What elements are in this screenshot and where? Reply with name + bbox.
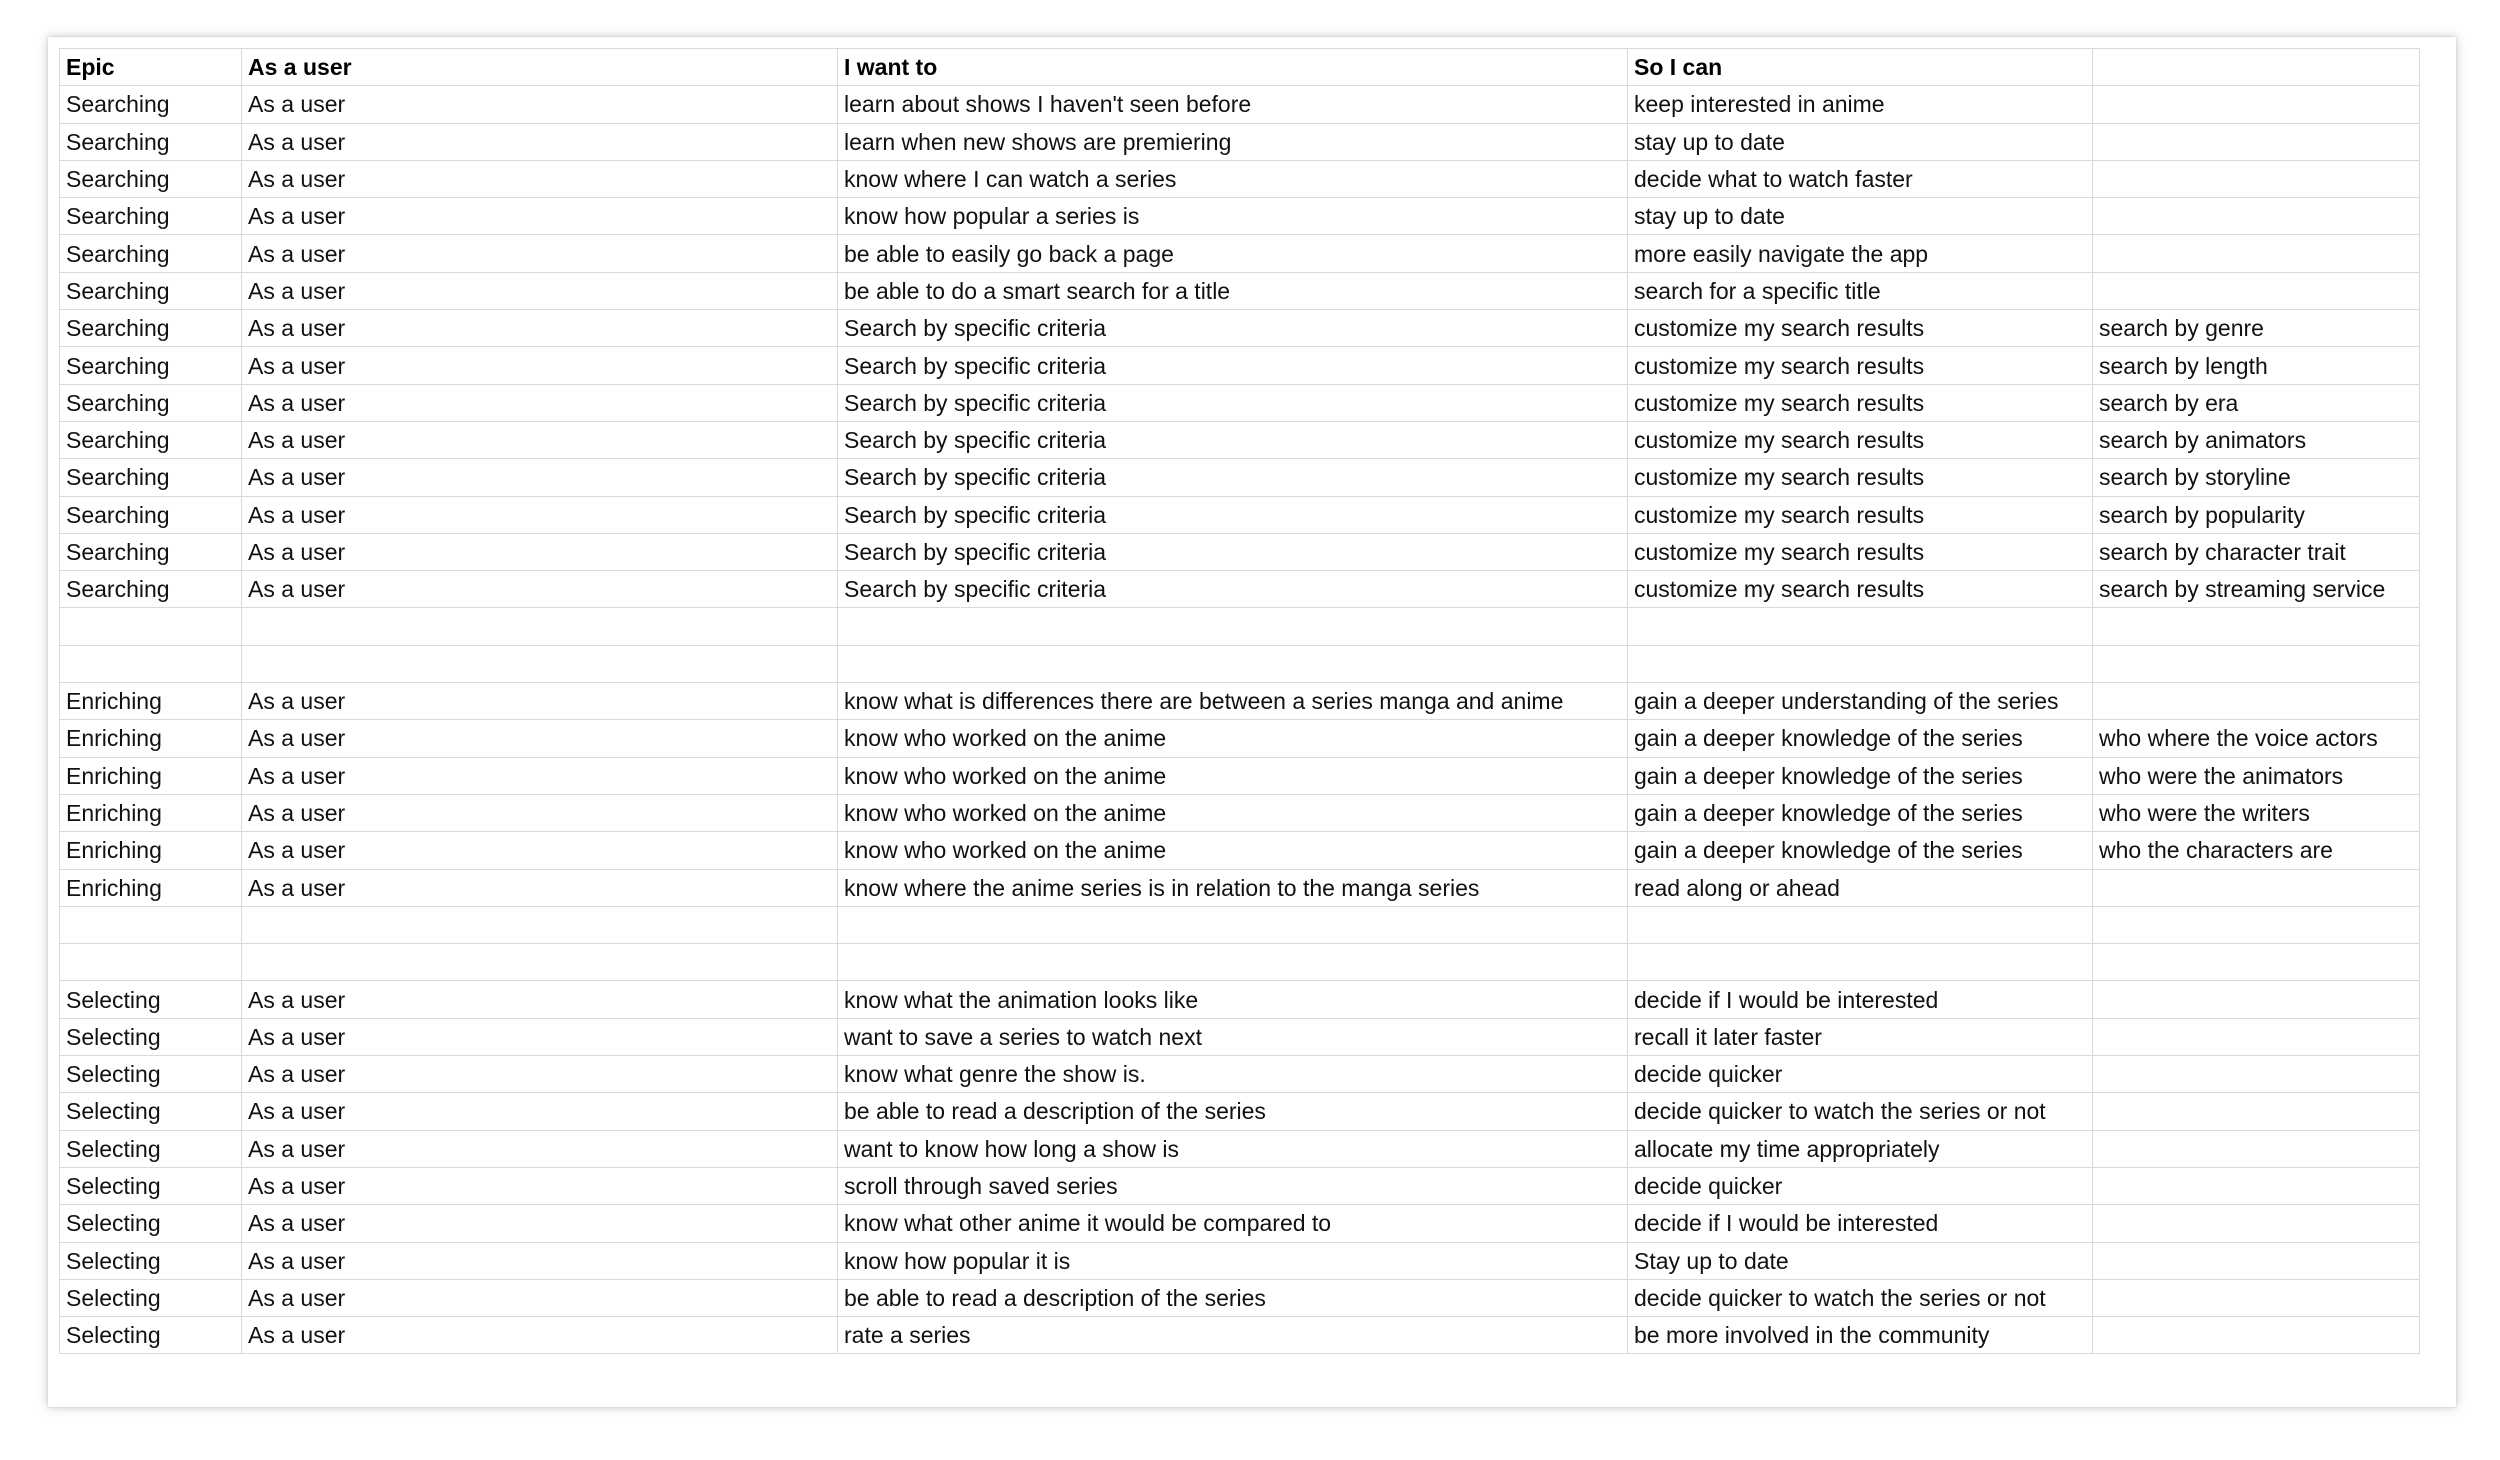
table-row — [60, 160, 2420, 197]
cell-so-i-can[interactable]: recall it later faster — [1628, 1018, 2093, 1055]
cell-epic[interactable]: Selecting — [60, 1317, 242, 1354]
cell-as-a-user[interactable]: As a user — [242, 123, 838, 160]
table-row — [60, 645, 2420, 682]
cell-so-i-can[interactable]: decide quicker — [1628, 1056, 2093, 1093]
table-row — [60, 86, 2420, 123]
header-so-i-can[interactable]: So I can — [1628, 49, 2093, 86]
cell-epic[interactable]: Searching — [60, 496, 242, 533]
cell-as-a-user[interactable]: As a user — [242, 347, 838, 384]
cell-as-a-user[interactable]: As a user — [242, 832, 838, 869]
cell-epic[interactable]: Enriching — [60, 757, 242, 794]
cell-detail[interactable]: who were the writers — [2093, 794, 2420, 831]
cell-i-want-to[interactable]: scroll through saved series — [838, 1167, 1628, 1204]
cell-as-a-user[interactable]: As a user — [242, 869, 838, 906]
table-row — [60, 794, 2420, 831]
cell-i-want-to[interactable]: want to save a series to watch next — [838, 1018, 1628, 1055]
header-extra[interactable] — [2093, 49, 2420, 86]
table-row — [60, 533, 2420, 570]
cell-epic[interactable]: Selecting — [60, 1056, 242, 1093]
cell-detail[interactable] — [2093, 198, 2420, 235]
cell-as-a-user[interactable] — [242, 944, 838, 981]
table-row — [60, 1093, 2420, 1130]
cell-as-a-user[interactable]: As a user — [242, 1130, 838, 1167]
cell-epic[interactable]: Searching — [60, 86, 242, 123]
table-row — [60, 1205, 2420, 1242]
cell-i-want-to[interactable]: Search by specific criteria — [838, 459, 1628, 496]
cell-as-a-user[interactable]: As a user — [242, 683, 838, 720]
cell-detail[interactable] — [2093, 981, 2420, 1018]
cell-so-i-can[interactable]: decide quicker to watch the series or not — [1628, 1279, 2093, 1316]
cell-so-i-can[interactable]: customize my search results — [1628, 384, 2093, 421]
cell-detail[interactable]: who were the animators — [2093, 757, 2420, 794]
cell-epic[interactable]: Enriching — [60, 683, 242, 720]
table-row — [60, 235, 2420, 272]
cell-epic[interactable]: Enriching — [60, 832, 242, 869]
cell-epic[interactable] — [60, 608, 242, 645]
cell-i-want-to[interactable] — [838, 944, 1628, 981]
cell-i-want-to[interactable]: be able to read a description of the series — [838, 1093, 1628, 1130]
cell-as-a-user[interactable]: As a user — [242, 1242, 838, 1279]
table-row — [60, 757, 2420, 794]
cell-detail[interactable] — [2093, 1242, 2420, 1279]
table-row — [60, 720, 2420, 757]
cell-so-i-can[interactable]: customize my search results — [1628, 421, 2093, 458]
cell-detail[interactable]: who the characters are — [2093, 832, 2420, 869]
cell-as-a-user[interactable] — [242, 608, 838, 645]
cell-epic[interactable]: Searching — [60, 421, 242, 458]
cell-as-a-user[interactable] — [242, 906, 838, 943]
cell-epic[interactable]: Searching — [60, 310, 242, 347]
cell-as-a-user[interactable]: As a user — [242, 757, 838, 794]
cell-as-a-user[interactable]: As a user — [242, 533, 838, 570]
cell-i-want-to[interactable]: know who worked on the anime — [838, 757, 1628, 794]
cell-detail[interactable] — [2093, 645, 2420, 682]
header-row — [60, 49, 2420, 86]
cell-as-a-user[interactable]: As a user — [242, 1317, 838, 1354]
cell-so-i-can[interactable]: customize my search results — [1628, 310, 2093, 347]
cell-so-i-can[interactable]: be more involved in the community — [1628, 1317, 2093, 1354]
cell-epic[interactable]: Enriching — [60, 720, 242, 757]
cell-so-i-can[interactable] — [1628, 944, 2093, 981]
cell-as-a-user[interactable] — [242, 645, 838, 682]
cell-i-want-to[interactable]: Search by specific criteria — [838, 310, 1628, 347]
cell-as-a-user[interactable]: As a user — [242, 1018, 838, 1055]
cell-so-i-can[interactable]: read along or ahead — [1628, 869, 2093, 906]
cell-epic[interactable]: Searching — [60, 160, 242, 197]
cell-i-want-to[interactable]: know where I can watch a series — [838, 160, 1628, 197]
spreadsheet — [48, 37, 2456, 1407]
table-row — [60, 496, 2420, 533]
cell-i-want-to[interactable]: be able to easily go back a page — [838, 235, 1628, 272]
cell-detail[interactable] — [2093, 235, 2420, 272]
table-row — [60, 1018, 2420, 1055]
cell-detail[interactable]: search by length — [2093, 347, 2420, 384]
cell-epic[interactable]: Enriching — [60, 869, 242, 906]
cell-detail[interactable] — [2093, 1056, 2420, 1093]
cell-as-a-user[interactable]: As a user — [242, 1167, 838, 1204]
cell-as-a-user[interactable]: As a user — [242, 160, 838, 197]
cell-so-i-can[interactable]: customize my search results — [1628, 459, 2093, 496]
cell-i-want-to[interactable] — [838, 608, 1628, 645]
cell-epic[interactable]: Enriching — [60, 794, 242, 831]
cell-detail[interactable] — [2093, 123, 2420, 160]
cell-i-want-to[interactable]: Search by specific criteria — [838, 533, 1628, 570]
cell-detail[interactable] — [2093, 1018, 2420, 1055]
table-row — [60, 1167, 2420, 1204]
cell-as-a-user[interactable]: As a user — [242, 421, 838, 458]
cell-i-want-to[interactable]: be able to do a smart search for a title — [838, 272, 1628, 309]
cell-epic[interactable]: Searching — [60, 198, 242, 235]
cell-as-a-user[interactable]: As a user — [242, 1279, 838, 1316]
cell-i-want-to[interactable]: Search by specific criteria — [838, 347, 1628, 384]
cell-as-a-user[interactable]: As a user — [242, 198, 838, 235]
table-body — [60, 86, 2420, 1354]
cell-detail[interactable] — [2093, 272, 2420, 309]
cell-detail[interactable] — [2093, 160, 2420, 197]
cell-detail[interactable] — [2093, 1205, 2420, 1242]
cell-so-i-can[interactable]: gain a deeper knowledge of the series — [1628, 794, 2093, 831]
cell-so-i-can[interactable]: decide if I would be interested — [1628, 1205, 2093, 1242]
cell-so-i-can[interactable]: search for a specific title — [1628, 272, 2093, 309]
table-row — [60, 384, 2420, 421]
cell-i-want-to[interactable]: know what other anime it would be compared to — [838, 1205, 1628, 1242]
cell-detail[interactable] — [2093, 608, 2420, 645]
cell-epic[interactable]: Selecting — [60, 1167, 242, 1204]
cell-epic[interactable]: Selecting — [60, 1130, 242, 1167]
cell-as-a-user[interactable]: As a user — [242, 1205, 838, 1242]
cell-i-want-to[interactable]: know what is differences there are between a series manga and anime — [838, 683, 1628, 720]
cell-detail[interactable]: search by streaming service — [2093, 571, 2420, 608]
table-row — [60, 1242, 2420, 1279]
table-row — [60, 123, 2420, 160]
cell-i-want-to[interactable]: know who worked on the anime — [838, 794, 1628, 831]
cell-so-i-can[interactable] — [1628, 645, 2093, 682]
cell-so-i-can[interactable]: more easily navigate the app — [1628, 235, 2093, 272]
cell-i-want-to[interactable]: want to know how long a show is — [838, 1130, 1628, 1167]
cell-epic[interactable]: Selecting — [60, 1205, 242, 1242]
cell-so-i-can[interactable]: decide quicker to watch the series or not — [1628, 1093, 2093, 1130]
header-i-want-to[interactable]: I want to — [838, 49, 1628, 86]
table-row — [60, 459, 2420, 496]
cell-as-a-user[interactable]: As a user — [242, 571, 838, 608]
cell-detail[interactable] — [2093, 1130, 2420, 1167]
cell-epic[interactable]: Searching — [60, 384, 242, 421]
table-row — [60, 1056, 2420, 1093]
cell-epic[interactable]: Searching — [60, 123, 242, 160]
user-stories-table — [59, 48, 2420, 1354]
cell-i-want-to[interactable]: know who worked on the anime — [838, 832, 1628, 869]
cell-detail[interactable] — [2093, 1317, 2420, 1354]
cell-as-a-user[interactable]: As a user — [242, 272, 838, 309]
cell-detail[interactable] — [2093, 1279, 2420, 1316]
cell-epic[interactable]: Searching — [60, 347, 242, 384]
cell-i-want-to[interactable] — [838, 645, 1628, 682]
cell-detail[interactable]: search by genre — [2093, 310, 2420, 347]
cell-detail[interactable] — [2093, 944, 2420, 981]
cell-epic[interactable] — [60, 906, 242, 943]
cell-as-a-user[interactable]: As a user — [242, 794, 838, 831]
cell-detail[interactable] — [2093, 683, 2420, 720]
cell-epic[interactable]: Searching — [60, 533, 242, 570]
cell-detail[interactable]: search by storyline — [2093, 459, 2420, 496]
cell-i-want-to[interactable]: learn when new shows are premiering — [838, 123, 1628, 160]
cell-i-want-to[interactable]: rate a series — [838, 1317, 1628, 1354]
cell-as-a-user[interactable]: As a user — [242, 384, 838, 421]
cell-i-want-to[interactable]: know how popular a series is — [838, 198, 1628, 235]
cell-detail[interactable]: search by animators — [2093, 421, 2420, 458]
cell-i-want-to[interactable]: know who worked on the anime — [838, 720, 1628, 757]
cell-so-i-can[interactable]: Stay up to date — [1628, 1242, 2093, 1279]
cell-epic[interactable]: Selecting — [60, 981, 242, 1018]
cell-so-i-can[interactable]: keep interested in anime — [1628, 86, 2093, 123]
table-row — [60, 347, 2420, 384]
cell-as-a-user[interactable]: As a user — [242, 235, 838, 272]
cell-epic[interactable] — [60, 645, 242, 682]
cell-epic[interactable]: Selecting — [60, 1279, 242, 1316]
cell-epic[interactable]: Selecting — [60, 1018, 242, 1055]
cell-as-a-user[interactable]: As a user — [242, 459, 838, 496]
cell-epic[interactable]: Searching — [60, 571, 242, 608]
table-row — [60, 869, 2420, 906]
cell-i-want-to[interactable]: know where the anime series is in relation to the manga series — [838, 869, 1628, 906]
cell-detail[interactable]: search by popularity — [2093, 496, 2420, 533]
table-row — [60, 198, 2420, 235]
cell-so-i-can[interactable]: customize my search results — [1628, 347, 2093, 384]
table-row — [60, 683, 2420, 720]
table-row — [60, 571, 2420, 608]
cell-so-i-can[interactable] — [1628, 608, 2093, 645]
table-row — [60, 421, 2420, 458]
cell-detail[interactable]: who where the voice actors — [2093, 720, 2420, 757]
cell-as-a-user[interactable]: As a user — [242, 86, 838, 123]
cell-so-i-can[interactable]: decide what to watch faster — [1628, 160, 2093, 197]
table-row — [60, 981, 2420, 1018]
table-row — [60, 608, 2420, 645]
cell-detail[interactable] — [2093, 1167, 2420, 1204]
cell-i-want-to[interactable]: know how popular it is — [838, 1242, 1628, 1279]
cell-so-i-can[interactable]: gain a deeper knowledge of the series — [1628, 832, 2093, 869]
header-epic[interactable]: Epic — [60, 49, 242, 86]
table-row — [60, 1317, 2420, 1354]
table-row — [60, 1279, 2420, 1316]
cell-i-want-to[interactable]: Search by specific criteria — [838, 496, 1628, 533]
cell-epic[interactable]: Selecting — [60, 1242, 242, 1279]
cell-so-i-can[interactable]: decide if I would be interested — [1628, 981, 2093, 1018]
cell-so-i-can[interactable]: decide quicker — [1628, 1167, 2093, 1204]
cell-so-i-can[interactable]: allocate my time appropriately — [1628, 1130, 2093, 1167]
cell-so-i-can[interactable]: gain a deeper knowledge of the series — [1628, 720, 2093, 757]
table-row — [60, 906, 2420, 943]
cell-as-a-user[interactable]: As a user — [242, 1093, 838, 1130]
cell-i-want-to[interactable]: Search by specific criteria — [838, 384, 1628, 421]
cell-as-a-user[interactable]: As a user — [242, 496, 838, 533]
cell-detail[interactable] — [2093, 86, 2420, 123]
cell-epic[interactable] — [60, 944, 242, 981]
cell-detail[interactable]: search by character trait — [2093, 533, 2420, 570]
table-row — [60, 832, 2420, 869]
cell-so-i-can[interactable]: stay up to date — [1628, 198, 2093, 235]
cell-so-i-can[interactable]: customize my search results — [1628, 496, 2093, 533]
cell-epic[interactable]: Searching — [60, 235, 242, 272]
cell-i-want-to[interactable]: Search by specific criteria — [838, 421, 1628, 458]
cell-detail[interactable]: search by era — [2093, 384, 2420, 421]
cell-so-i-can[interactable]: gain a deeper knowledge of the series — [1628, 757, 2093, 794]
cell-detail[interactable] — [2093, 1093, 2420, 1130]
table-row — [60, 310, 2420, 347]
cell-so-i-can[interactable]: gain a deeper understanding of the series — [1628, 683, 2093, 720]
table-row — [60, 944, 2420, 981]
cell-detail[interactable] — [2093, 906, 2420, 943]
cell-i-want-to[interactable] — [838, 906, 1628, 943]
cell-so-i-can[interactable]: customize my search results — [1628, 533, 2093, 570]
cell-epic[interactable]: Selecting — [60, 1093, 242, 1130]
cell-epic[interactable]: Searching — [60, 459, 242, 496]
cell-detail[interactable] — [2093, 869, 2420, 906]
cell-as-a-user[interactable]: As a user — [242, 720, 838, 757]
table-row — [60, 272, 2420, 309]
cell-as-a-user[interactable]: As a user — [242, 981, 838, 1018]
cell-so-i-can[interactable]: stay up to date — [1628, 123, 2093, 160]
cell-i-want-to[interactable]: Search by specific criteria — [838, 571, 1628, 608]
header-as-a-user[interactable]: As a user — [242, 49, 838, 86]
cell-i-want-to[interactable]: know what the animation looks like — [838, 981, 1628, 1018]
cell-i-want-to[interactable]: learn about shows I haven't seen before — [838, 86, 1628, 123]
cell-as-a-user[interactable]: As a user — [242, 1056, 838, 1093]
cell-so-i-can[interactable]: customize my search results — [1628, 571, 2093, 608]
cell-as-a-user[interactable]: As a user — [242, 310, 838, 347]
cell-i-want-to[interactable]: be able to read a description of the series — [838, 1279, 1628, 1316]
cell-epic[interactable]: Searching — [60, 272, 242, 309]
cell-i-want-to[interactable]: know what genre the show is. — [838, 1056, 1628, 1093]
table-row — [60, 1130, 2420, 1167]
cell-so-i-can[interactable] — [1628, 906, 2093, 943]
